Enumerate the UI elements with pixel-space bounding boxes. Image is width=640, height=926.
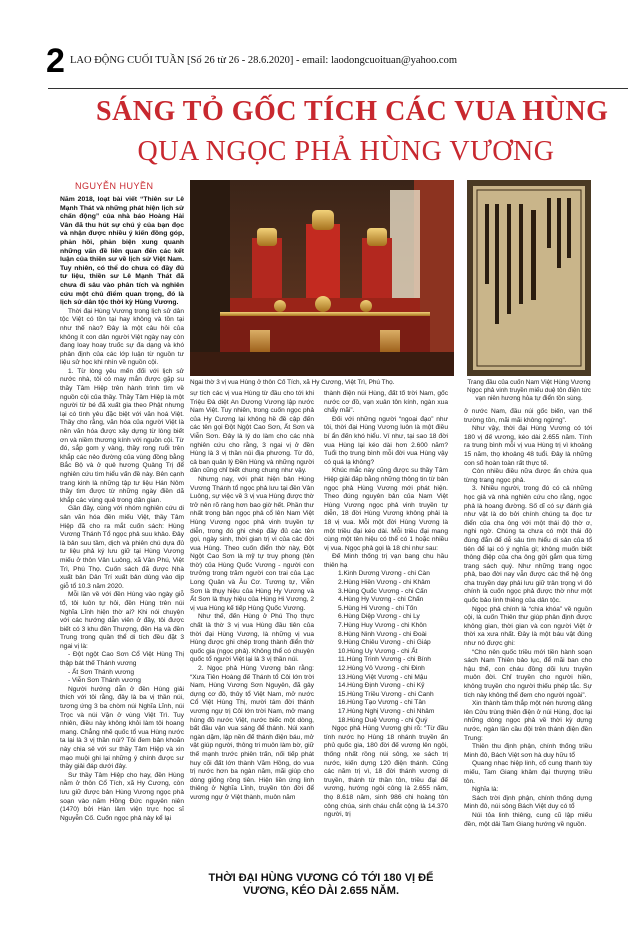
dynasty-list-item: 15.Hùng Triều Vương - chi Canh (338, 690, 434, 698)
photo-altar (190, 180, 454, 376)
col1-paragraph: Mỗi lần về với đền Hùng vào ngày giỗ tổ, tôi luôn tự hỏi, đền Hùng trên núi Nghĩa Lĩnh hiện thờ ai? Khi nói chuyện với các hướng dẫn viên ở đây, tôi được biết có 3 khu đền Thượng, đền Hạ và đền Trung trong quần thể di tích đều đặt 3 ngai vị là: (60, 591, 184, 650)
headline-line-2: QUA NGỌC PHẢ HÙNG VƯƠNG (137, 136, 555, 167)
article-column-2 (190, 390, 314, 870)
article-column-1 (60, 196, 184, 914)
dynasty-list (324, 570, 448, 725)
dynasty-list-item: 8.Hùng Ninh Vương - chi Đoài (338, 630, 427, 638)
col4-paragraph: ở nước Nam, đầu núi gốc biển, vạn thế trường tồn, mãi mãi không ngừng”. (464, 408, 592, 424)
col4-paragraph: Sách trời định phận, chính thống dựng Minh đô, núi sông Bách Việt duy có tổ (464, 794, 592, 811)
dynasty-list-item: 1.Kinh Dương Vương - chi Càn (338, 570, 430, 578)
dynasty-list-item: 5.Hùng Hi Vương - chi Tốn (338, 604, 417, 612)
col3-paragraph: Đối với những người “ngoại đạo” như tôi, thời đại Hùng Vương luôn là một điều bí ẩn đến khó hiểu. Ví như, tại sao 18 đời vua Hùng lại kéo dài hơn 2.600 năm? Tuổi thọ trung bình mỗi đời vua Hùng vậy có quá lạ không? (324, 415, 448, 466)
dynasty-list-item: 6.Hùng Diệp Vương - chi Ly (338, 613, 420, 621)
col2-paragraph: sự tích các vị vua Hùng từ đầu cho tới khi Triệu Đà diệt An Dương Vương lập nước Nam Việt. Tuy nhiên, trong cuốn ngọc phả của Hy Cương lại không hề đề cập đến các tên gọi Đột Ngột Cao Sơn, Ất Sơn và Viễn Sơn. Đây là lý do làm cho các nhà nghiên cứu cho rằng, 3 ngai vị ở đền Hùng là 3 vị thần núi địa phương. Từ đó, cả ban quản lý Đền Hùng và những người dân cũng chỉ biết chung chung như vậy. (190, 390, 314, 475)
col2-paragraph: 2. Ngọc phả Hùng Vương bản rằng: “Xưa Tiên Hoàng đế Thánh tổ Côi lớn trời Nam, Hùng Vương Sơn Nguyên, đã gây dựng cơ đồ, thủy tổ Việt Nam, mở nước Cổ Việt Hùng Thị, mười tám đời thánh vương ngự trị Côi lớn trời Nam, mở mang hùng đồ nước Việt, nước biếc một dòng, bất đầu vận vua sáng để thánh. Núi xanh ngàn dặm, lập nền đế thánh điện báu, mở vật giúp người, thông tri muôn làm bờ, giữ thế mạnh trước phiên trấn, nối tiếp phát huy cõi đất lớn thành Văm Hồng, do vua trị nước hơn ba ngàn năm, mãi giúp cho dòng giống rồng tiên. Hiện liền ứng linh thiêng ở Nghĩa Lĩnh, truyền tôn đời để vương ngự ở Việt thành, muôn năm (190, 665, 314, 801)
col4-paragraph: 3. Nhiều người, trong đó có cả những học giả và nhà nghiên cứu cho rằng, ngọc phả là hoang đường. Số dĩ có sự đánh giá như vật là do bởi chính chúng ta đọc tư điển của cha ông với một thái độ thờ ơ, nghi ngờ. Chúng ta chưa có một thái độ đúng đắn để dễ sâu tìm hiểu di sản của tổ tiên để lại có ý nghĩa gì; không muốn biết thông điệp của cha ông gửi gắm qua từng trang sách quý. Như những trang ngọc phả, bao đời nay vẫn được các thế hệ ông cha truyền dạy phải lưu giữ trân trọng vì đó chính là cuốn ngọc phả được thờ như một quốc bảo linh thiêng của dân tộc. (464, 485, 592, 605)
photo-altar-caption: Ngai thờ 3 vị vua Hùng ở thôn Cổ Tích, xã Hy Cương, Việt Trì, Phú Thọ. (190, 379, 395, 386)
col3-paragraph: Đế Minh thống trị vạn bang chu hầu thiên hạ (324, 553, 448, 569)
col1-paragraph: - Ất Sơn Thánh vương (68, 668, 135, 676)
dynasty-list-item: 10.Hùng Uy Vương - chi Ất (338, 647, 418, 655)
byline: NGUYỄN HUYỀN (75, 181, 154, 191)
dynasty-list-item: 7.Hùng Huy Vương - chi Khôn (338, 622, 427, 630)
col4-paragraph: Núi tỏa linh thiêng, cung cũ lập miếu đền, một dải Tam Giang hướng về nguồn. (464, 811, 592, 828)
col4-paragraph: Ngọc phả chính là “chìa khóa” về nguồn cội, là cuốn Thiên thư giúp phân định được không gian, thời gian và con người Việt ở thời xa xưa nhất. Đây là một báu vật đúng như nó được ghi: (464, 605, 592, 648)
photo-manuscript-caption: Trang đầu của cuốn Nam Việt Hùng Vương Ngọc phả vinh truyền miếu duệ tôn điện tức vạn niên hương hỏa tự điển tồn sùng. (467, 379, 591, 402)
col4-paragraph: Nghĩa là: (472, 786, 499, 794)
col2-paragraph: Như thế, đến Hùng ở Phú Thọ thực chất là thờ 3 vị vua Hùng đầu tiên của thời đại Hùng Vương, là những vị vua Hùng được ghi chép trong thành điển thờ quốc gia (ngọc phả). Không thể có chuyện quốc tổ người Việt lại là 3 vị thần núi. (190, 613, 314, 664)
col4-paragraph: Thiên thu định phận, chính thống triều Minh đô, Bách Việt sơn hà duy hữu tổ (464, 743, 592, 759)
col3-paragraph: thành điện núi Hùng, đất tổ trời Nam, gốc nước cơ đồ, vạn xuân tôn kính, ngàn xua chẩy mãi”. (324, 390, 448, 415)
col2-paragraph: Nhưng nay, với phát hiện bản Hùng Vương Thánh tổ ngọc phả lưu tại đền Vân Luông, sự việc về 3 vị vua Hùng được thờ trở nên rõ ràng hơn bao giờ hết. Phần thư nhất trong bản ngọc phả cổ lên Nam Việt Hùng Vương ngọc phả vinh truyền tự diễn, trong đó ghi chép đầy đủ các tên gọi, ngày sinh, thời gian trị vì của các đời vua Hùng. Theo cuốn điển thờ này, Đột Ngột Cao Sơn là mỹ tự truy phong (tên thờ) của Hùng Quốc Vương - người con trưởng trong trăm người con trai của Lạc Long Quân và Âu Cơ. Tương tự, Viễn Sơn là thụy hiệu của Hùng Hy Vương và Ất Sơn là thụy hiệu của Hùng Hi Vương, 2 vị vua Hùng kế tiếp Hùng Quốc Vương. (190, 475, 314, 612)
header-rule (48, 88, 628, 89)
col4-paragraph: Xin thành tâm thắp một nén hương dâng lên Cửu trùng thiên điện ở núi Hùng, đọc lại những dòng ngọc phả về thời kỳ dựng nước, ngàn lần cầu đội trên thánh điện đền Trung: (464, 700, 592, 742)
dynasty-list-item: 13.Hùng Việt Vương - chi Mậu (338, 673, 428, 681)
col1-paragraph: Người hướng dẫn ở đền Hùng giải thích với tôi rằng, đây là ba vị thần núi, tương ứng 3 ba chòm núi Nghĩa Lĩnh, núi Trọc và núi Vặn ở vùng Việt Trì. Tuy nhiên, điều này không khỏi làm tôi hoang mang. Chẳng nhẽ quốc tổ vua Hùng nước ta lại là 3 vị thần núi? Tôi đem bản khoăn này chia sẻ với sư thầy Tâm Hiệp và xin mạo muội ghi lại những ý chính được sư thầy giải đáp dưới đây. (60, 685, 184, 771)
running-header: LAO ĐỘNG CUỐI TUẦN [Số 26 từ 26 - 28.6.2020] - email: laodongcuoituan@yahoo.com (70, 55, 457, 66)
col1-paragraph: 1. Từ lòng yêu mến đối với lịch sử nước nhà, tôi có may mắn được gặp su thầy Tâm Hiệp trên hành trình tìm về nguồn cội của thầy. Thầy Tâm Hiệp là một người từ bé đã xuất gia theo Phật nhưng lại có tình yêu đặc biệt với văn hoá Việt. Thầy cho rằng, văn hóa của người Việt là nền văn hóa được xây dựng từ lòng biết ơn và niềm thương kính với nguồn cội. Từ đó, sắp gom y vàng, thầy rong ruổi trên khắp các nẻo đường của vùng đồng bằng Bắc Bộ và ở quê hương Quảng Trị để nghiên cứu tìm hiểu vấn đề này. Bên cạnh trang kinh là những tập tư liệu Hán Nôm thầy tìm được từ những ngày điền dã khắp các vùng quê trong dân gian. (60, 367, 184, 504)
col4-paragraph: “Cho nên quốc triều mới tiền hành soạn sách Nam Thiên bảo lục, để mãi ban cho hậu thế, con cháu đồng dõi lưu truyền muôn đời. Chỉ truyền cho người hiền, không truyền cho người thiếu phép tắc. Sự tích này không thể đem cho người ngoài”. (464, 648, 592, 699)
col1-paragraph: Gần đây, cùng với nhóm nghiên cứu di sản văn hóa đền miếu Việt, thầy Tâm Hiệp đã cho ra mắt cuốn sách: Hùng Vương Thánh Tổ ngọc phả suu khảo. Đây là bản suu tầm, dịch và phiên chú dựa đủ tư liệu phả ký lưu giữ tại Hùng Vương miếu ở thôn Vân Luông, xã Vân Phú, Việt Trì, Phú Thọ. Cuốn sách đã được Nhà xuất bản Dân Trí xuất bản dùng vào dịp giỗ tổ 10.3 năm 2020. (60, 505, 184, 590)
dynasty-list-item: 18.Hùng Duệ Vương - chi Quý (338, 716, 428, 724)
dynasty-list-item: 2.Hùng Hiền Vương - chi Khảm (338, 579, 431, 587)
col4-paragraph: Còn nhiều điều nữa được ẩn chứa qua từng trang ngọc phả. (464, 468, 592, 484)
pull-quote: THỜI ĐẠI HÙNG VƯƠNG CÓ TỚI 180 VỊ ĐẾ VƯƠNG, KÉO DÀI 2.655 NĂM. (208, 872, 434, 897)
article-column-3 (324, 390, 448, 870)
dynasty-list-item: 11.Hùng Trinh Vương - chi Bính (338, 656, 431, 664)
dynasty-list-item: 3.Hùng Quốc Vương - chi Cấn (338, 587, 428, 595)
dynasty-list-item: 17.Hùng Nghị Vương - chi Nhâm (338, 707, 435, 715)
article-lead: Năm 2018, loạt bài viết “Thiên sư Lê Mạnh Thát và những phát hiện lịch sử chấn động” của nhà báo Hoàng Hải Vân đã thu hút sự chú ý của bạn đọc và nhận được nhiều ý kiến đồng góp, phản hồi, phản biện xung quanh những vấn đề liên quan đến các kết luận của thiền sư về lịch sử Việt Nam. Tuy nhiên, có thể do chưa có đầy đủ tư liệu, thiền sư Lê Mạnh Thát đã chưa đi sâu vào phân tích và nghiên cứu một chủ điểm quan trọng, đó là lịch sử dân tộc thời kỳ Hùng Vương. (60, 196, 184, 307)
headline-line-1: SÁNG TỎ GỐC TÍCH CÁC VUA HÙNG (96, 96, 609, 127)
dynasty-list-item: 16.Hùng Tạo Vương - chi Tân (338, 699, 426, 707)
col3-paragraph: Ngọc phả Hùng Vương ghi rõ: “Từ đầu tính nước họ Hùng 18 nhánh truyền ấn phủ quốc gia, 180 đời đế vương lên ngôi, thống nhất rồng núi sông, xe sách trị nước, kiến dựng 120 điện thánh. Cũng các năm trị vì, 18 đời thánh vương di truyền, thánh từ thần tôn, triều đại đế vương, hướng ngôi công là 2.655 năm, thọ 8.618 năm, sinh 986 chi hoàng tôn công chúa, sinh cháu chắt cộng là 14.370 người, trị (324, 725, 448, 819)
dynasty-list-item: 14.Hùng Định Vương - chi Kỷ (338, 682, 425, 690)
col1-paragraph: Sư thầy Tâm Hiệp cho hay, đền Hùng nằm ở thôn Cổ Tích, xã Hy Cương, còn lưu giữ được bản Hùng Vương ngọc phả soạn vào năm Hồng Đức nguyên niên (1470) bởi Hàn lâm viện trực học sĩ Nguyễn Cố. Cuốn ngọc phả này kể lại (60, 771, 184, 822)
article-column-4 (464, 408, 592, 914)
dynasty-list-item: 12.Hùng Vỏ Vương - chi Đinh (338, 665, 425, 672)
col1-paragraph: Thời đại Hùng Vương trong lịch sử dân tộc Việt có tồn tại hay không và tồn tại như thế nào? Đây là một câu hỏi của không ít con dân người Việt ngày nay còn đang loay hoay truốc sự đa dạng và khó phân định của các lớp luận từ nguồn tư liệu sử học khi nhìn về nguồn cội. (60, 307, 184, 367)
dynasty-list-item: 9.Hùng Chiêu Vương - chi Giáp (338, 639, 431, 647)
col4-paragraph: Quang nhạc hiệp linh, cổ cung thanh tùy miếu, Tam Giang khâm đại thượng triều tôn. (464, 760, 592, 785)
dynasty-list-item: 4.Hùng Hy Vương - chi Chấn (338, 596, 424, 604)
photo-manuscript (467, 180, 591, 376)
page-number: 2 (46, 42, 65, 80)
col1-paragraph: - Viễn Sơn Thánh vương (68, 677, 141, 685)
col1-paragraph: - Đột ngột Cao Sơn Cổ Việt Hùng Thị thập bát thế Thánh vương (60, 651, 184, 668)
col3-paragraph: Khúc mắc này cũng được su thầy Tâm Hiệp giải đáp bằng những thông tin từ bản ngọc phả Hùng Vương mới phát hiện. Theo đúng nguyên bản của Nam Việt Hùng Vương ngọc phả vinh truyền tự diễn, 18 đời Hùng Vương không phải là 18 vị vua. Mỗi một đời Hùng Vương là một triều đại kéo dài. Mỗi triều đại mang cùng một tên hiệu có thể có 1 hoặc nhiều vị vua. Ngọc phả gọi là 18 chi như sau: (324, 467, 448, 552)
col4-paragraph: Như vậy, thời đại Hùng Vương có tới 180 vị đế vương, kéo dài 2.655 năm. Tính ra trung bình mỗi vị vua Hùng trị vì khoảng 15 năm, thọ khoảng 48 tuổi. Đây là những con số hoàn toàn rất thực tế. (464, 425, 592, 467)
